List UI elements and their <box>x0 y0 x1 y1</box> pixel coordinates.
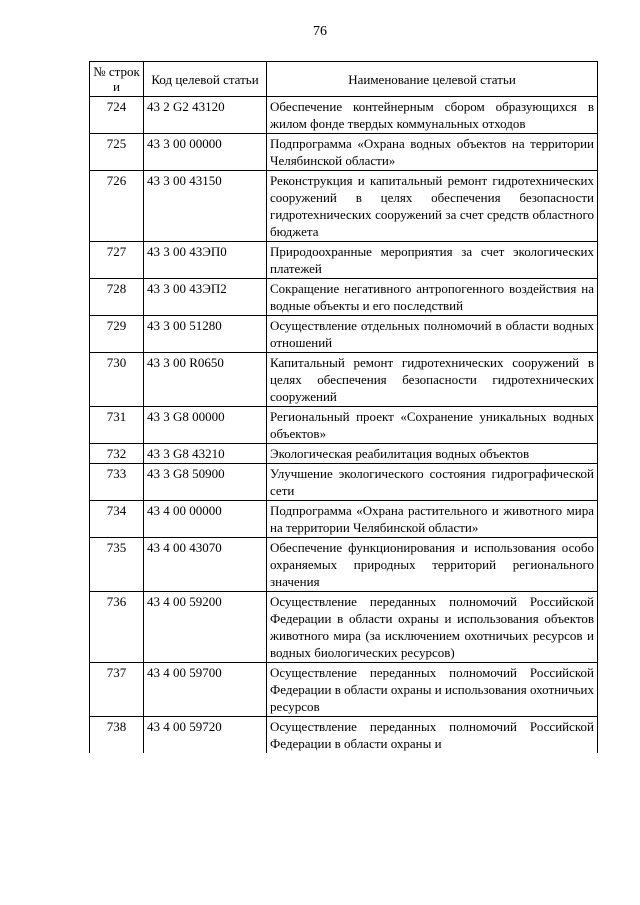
article-name-cell: Осуществление переданных полномочий Российской Федерации в области охраны и использования охотничьих ресурсов <box>267 663 598 717</box>
row-number-cell: 727 <box>90 242 144 279</box>
row-number-cell: 738 <box>90 717 144 754</box>
article-name-cell <box>267 717 598 754</box>
article-code-cell: 43 3 G8 50900 <box>144 464 267 501</box>
article-code-cell: 43 3 00 43ЭП2 <box>144 279 267 316</box>
row-number-cell: 725 <box>90 134 144 171</box>
page-number: 76 <box>313 24 327 39</box>
table-row <box>90 316 598 353</box>
article-name-cell: Капитальный ремонт гидротехнических сооружений в целях обеспечения безопасности гидротехнических сооружений <box>267 353 598 407</box>
article-name-cell: Обеспечение контейнерным сбором образующихся в жилом фонде твердых коммунальных отходов <box>267 97 598 134</box>
row-number-cell: 734 <box>90 501 144 538</box>
row-number-cell: 729 <box>90 316 144 353</box>
article-code-cell: 43 4 00 59700 <box>144 663 267 717</box>
article-name-text: Осуществление переданных полномочий Российской Федерации в области охраны и <box>270 719 594 751</box>
row-number-cell: 733 <box>90 464 144 501</box>
row-number-cell: 737 <box>90 663 144 717</box>
article-code-cell: 43 3 00 R0650 <box>144 353 267 407</box>
article-code-cell: 43 3 G8 43210 <box>144 444 267 464</box>
article-code-cell: 43 4 00 59200 <box>144 592 267 663</box>
row-number-cell: 730 <box>90 353 144 407</box>
article-name-cell: Обеспечение функционирования и использования особо охраняемых природных территорий регионального значения <box>267 538 598 592</box>
target-articles-table <box>89 61 598 753</box>
table-row <box>90 134 598 171</box>
article-code-cell: 43 3 00 00000 <box>144 134 267 171</box>
article-code-cell: 43 4 00 00000 <box>144 501 267 538</box>
table-row <box>90 538 598 592</box>
row-number-cell: 732 <box>90 444 144 464</box>
row-number-cell: 728 <box>90 279 144 316</box>
table-row <box>90 171 598 242</box>
table-row <box>90 407 598 444</box>
article-code-cell: 43 4 00 43070 <box>144 538 267 592</box>
table-row <box>90 444 598 464</box>
row-number-cell: 731 <box>90 407 144 444</box>
article-name-cell: Сокращение негативного антропогенного воздействия на водные объекты и его последствий <box>267 279 598 316</box>
header-article-name: Наименование целевой статьи <box>267 62 598 97</box>
article-code-cell: 43 4 00 59720 <box>144 717 267 754</box>
table-row <box>90 464 598 501</box>
table-row <box>90 242 598 279</box>
article-code-cell: 43 3 00 43ЭП0 <box>144 242 267 279</box>
row-number-cell: 736 <box>90 592 144 663</box>
table-row <box>90 592 598 663</box>
article-name-cell: Региональный проект «Сохранение уникальных водных объектов» <box>267 407 598 444</box>
article-name-cell: Экологическая реабилитация водных объектов <box>267 444 598 464</box>
article-name-cell: Улучшение экологического состояния гидрографической сети <box>267 464 598 501</box>
row-number-cell: 726 <box>90 171 144 242</box>
article-name-cell: Реконструкция и капитальный ремонт гидротехнических сооружений в целях обеспечения безопасности гидротехнических сооружений за счет средств областного бюджета <box>267 171 598 242</box>
table-row <box>90 501 598 538</box>
article-code-cell: 43 3 00 51280 <box>144 316 267 353</box>
table-row <box>90 717 598 754</box>
article-code-cell: 43 2 G2 43120 <box>144 97 267 134</box>
article-name-cell: Природоохранные мероприятия за счет экологических платежей <box>267 242 598 279</box>
article-name-cell: Подпрограмма «Охрана водных объектов на территории Челябинской области» <box>267 134 598 171</box>
article-name-cell: Осуществление переданных полномочий Российской Федерации в области охраны и использования объектов животного мира (за исключением охотничьих ресурсов и водных биологических ресурсов) <box>267 592 598 663</box>
article-name-cell: Осуществление отдельных полномочий в области водных отношений <box>267 316 598 353</box>
article-code-cell: 43 3 G8 00000 <box>144 407 267 444</box>
table-row <box>90 353 598 407</box>
table-row <box>90 279 598 316</box>
header-row-number: № строк и <box>90 62 144 97</box>
article-name-cell: Подпрограмма «Охрана растительного и животного мира на территории Челябинской области» <box>267 501 598 538</box>
table-row <box>90 663 598 717</box>
table-header-row <box>90 62 598 97</box>
table-row <box>90 97 598 134</box>
article-code-cell: 43 3 00 43150 <box>144 171 267 242</box>
header-article-code: Код целевой статьи <box>144 62 267 97</box>
row-number-cell: 724 <box>90 97 144 134</box>
row-number-cell: 735 <box>90 538 144 592</box>
